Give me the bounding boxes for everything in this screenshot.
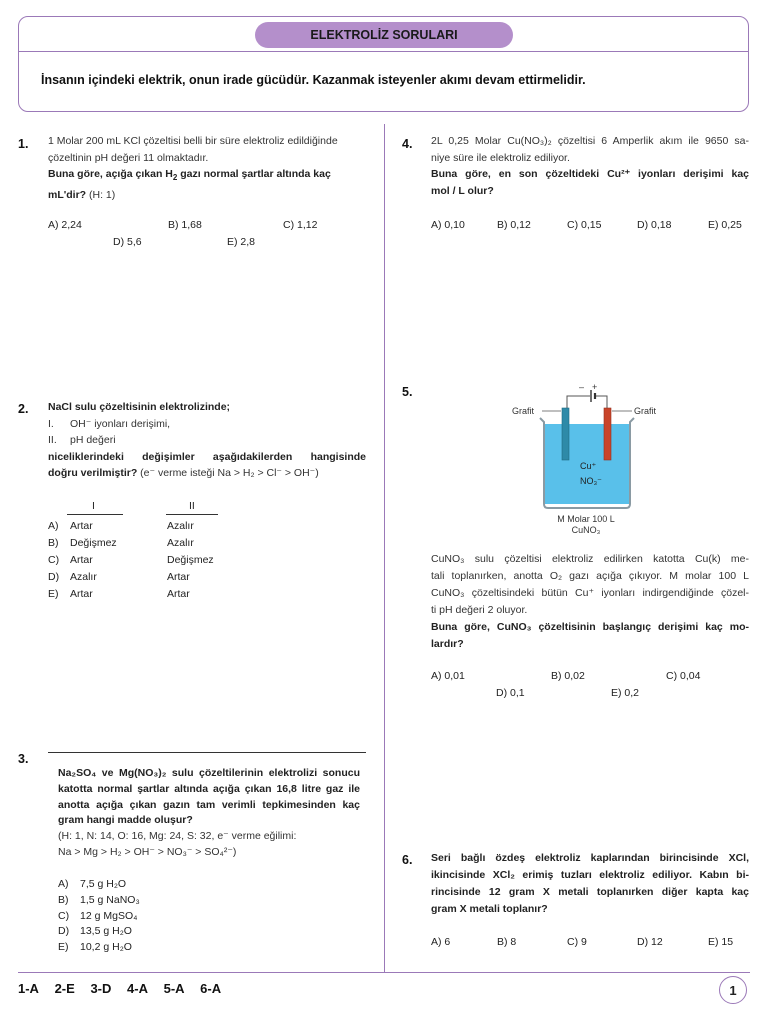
q6-question-line: ikincisinde XCl₂ erimiş tuzları elektroliz ediliyor. Kabın bi- (431, 869, 749, 881)
q5-option-d[interactable]: D) 0,1 (496, 687, 525, 699)
q3-options (58, 877, 140, 956)
plus-sign: + (592, 382, 598, 392)
left-electrode-label: Grafit (512, 406, 535, 416)
q4-option-c[interactable]: C) 0,15 (567, 219, 602, 231)
q2-bold: doğru verilmiştir? (48, 467, 138, 479)
answer-key (18, 981, 233, 996)
answer-key-item: 2-E (54, 981, 75, 996)
q2-option-d[interactable] (48, 568, 214, 585)
q6-option-a[interactable]: A) 6 (431, 936, 451, 948)
q4-question: Buna göre, en son çözeltideki Cu²⁺ iyonları derişimi kaç (431, 168, 749, 180)
answer-key-item: 5-A (163, 981, 185, 996)
q2-letter: E) (48, 587, 59, 600)
q1-text (48, 133, 366, 203)
q5-question: lardır? (431, 638, 464, 650)
q1-subscript: 2 (172, 173, 178, 183)
q3-hint: (H: 1, N: 14, O: 16, Mg: 24, S: 32, e⁻ verme eğilimi: (58, 830, 297, 843)
q5-line: CuNO₃ sulu çözeltisi elektroliz edilirken katotta Cu(k) me- (431, 553, 749, 565)
q2-hint: (e⁻ verme isteği Na > H₂ > Cl⁻ > OH⁻) (137, 467, 319, 479)
q4-option-d[interactable]: D) 0,18 (637, 219, 672, 231)
cathode-electrode (562, 408, 569, 460)
q4-line: 2L 0,25 Molar Cu(NO₃)₂ çözeltisi 6 Amperlik akım ile 9650 sa- (431, 135, 749, 147)
q2-col2-value: Değişmez (167, 553, 214, 566)
q3-option-text: 7,5 g H₂O (80, 878, 127, 890)
q2-option-e[interactable] (48, 585, 214, 602)
motto-text: İnsanın içindeki elektrik, onun irade gücüdür. Kazanmak isteyenler akımı devam ettirmelidir. (41, 73, 586, 87)
q5-option-b[interactable]: B) 0,02 (551, 670, 585, 682)
q5-text (431, 551, 749, 653)
answer-key-item: 1-A (18, 981, 39, 996)
q5-line: ti pH değeri 2 oluyor. (431, 604, 528, 616)
q6-question-line: rincisinde 12 gram X metali toplanırken diğer kapta kaç (431, 886, 749, 898)
q2-col2-value: Azalır (167, 519, 194, 532)
q1-bold-part: Buna göre, açığa çıkan H (48, 168, 173, 180)
q3-number: 3. (18, 752, 29, 766)
q6-option-e[interactable]: E) 15 (708, 936, 734, 948)
q2-item (48, 432, 366, 449)
q2-option-c[interactable] (48, 551, 214, 568)
q1-number: 1. (18, 137, 29, 151)
q4-option-e[interactable]: E) 0,25 (708, 219, 742, 231)
q1-line: çözeltinin pH değeri 11 olmaktadır. (48, 151, 209, 164)
q3-option-d[interactable] (58, 924, 140, 940)
anode-electrode (604, 408, 611, 460)
answer-key-item: 6-A (200, 981, 222, 996)
q2-option-a[interactable] (48, 517, 214, 534)
q4-text (431, 133, 749, 199)
q6-number: 6. (402, 853, 413, 867)
q5-number: 5. (402, 385, 413, 399)
q2-question-line2 (48, 465, 366, 482)
q1-hint: (H: 1) (86, 188, 116, 201)
q4-option-a[interactable]: A) 0,10 (431, 219, 465, 231)
electrolysis-cell-diagram (500, 380, 680, 540)
q3-text (58, 766, 360, 861)
ion-label-cu: Cu⁺ (580, 461, 597, 471)
footer-divider (18, 972, 750, 973)
q6-question-line: Seri bağlı özdeş elektroliz kaplarından birincisinde XCl, (431, 852, 749, 864)
q3-question-line: Na₂SO₄ ve Mg(NO₃)₂ sulu çözeltilerinin elektrolizi sonucu (58, 767, 360, 779)
q2-col2-value: Azalır (167, 536, 194, 549)
right-electrode-label: Grafit (634, 406, 657, 416)
q2-item-text: OH⁻ iyonları derişimi, (70, 417, 171, 430)
q1-option-b[interactable]: B) 1,68 (168, 219, 202, 231)
q3-option-e[interactable] (58, 940, 140, 956)
q3-question-line: anotta açığa çıkan gazın tam verimli tepkimesinden kaç (58, 798, 360, 811)
q2-item-text: pH değeri (70, 434, 116, 446)
page-number: 1 (719, 976, 747, 1004)
q2-title: NaCl sulu çözeltisinin elektrolizinde; (48, 401, 231, 413)
q2-col1-value: Azalır (70, 570, 97, 583)
q2-option-b[interactable] (48, 534, 214, 551)
q5-question: Buna göre, CuNO₃ çözeltisinin başlangıç derişimi kaç mo- (431, 621, 749, 633)
q5-option-a[interactable]: A) 0,01 (431, 670, 465, 682)
q2-col1-value: Değişmez (70, 536, 117, 549)
ion-label-no3: NO₃⁻ (580, 476, 602, 486)
q1-option-a[interactable]: A) 2,24 (48, 219, 82, 231)
q3-top-rule (48, 752, 366, 753)
q3-option-a[interactable] (58, 877, 140, 893)
q4-question: mol / L olur? (431, 184, 494, 197)
q3-letter: C) (58, 909, 70, 922)
answer-key-item: 3-D (90, 981, 112, 996)
q1-bold-part: gazı normal şartlar altında kaç (177, 168, 331, 180)
q6-question-line: gram X metali toplanır? (431, 903, 548, 915)
q2-col-header-2: II (189, 500, 195, 512)
answer-key-item: 4-A (127, 981, 148, 996)
q2-letter: C) (48, 553, 60, 566)
q6-option-c[interactable]: C) 9 (567, 936, 587, 948)
q3-letter: E) (58, 941, 69, 954)
q5-option-c[interactable]: C) 0,04 (666, 670, 701, 682)
q2-col-rule-2 (166, 514, 218, 515)
q1-option-c[interactable]: C) 1,12 (283, 219, 318, 231)
q2-col1-value: Artar (70, 553, 93, 566)
q2-col1-value: Artar (70, 587, 93, 600)
q1-question-line2 (48, 187, 366, 204)
q1-option-e[interactable]: E) 2,8 (227, 236, 256, 248)
q1-option-d[interactable]: D) 5,6 (113, 236, 142, 248)
q2-item (48, 416, 366, 433)
q3-option-text: 13,5 g H₂O (80, 925, 132, 938)
q6-option-d[interactable]: D) 12 (637, 936, 663, 948)
q4-line: niye süre ile elektroliz ediliyor. (431, 151, 570, 164)
header-divider (19, 51, 748, 52)
page-title: ELEKTROLİZ SORULARI (255, 22, 513, 48)
figure-caption-line1: M Molar 100 L (557, 514, 615, 524)
q5-line: CuNO₃ çözeltisindeki bütün Cu⁺ iyonları indirgendiğinde çözel- (431, 587, 749, 599)
minus-sign: – (579, 382, 585, 392)
column-divider (384, 124, 385, 972)
q3-letter: A) (58, 878, 69, 890)
q2-col1-value: Artar (70, 519, 93, 532)
q2-roman: I. (48, 417, 54, 430)
q2-col-rule-1 (67, 514, 123, 515)
q2-col2-value: Artar (167, 570, 190, 583)
q6-option-b[interactable]: B) 8 (497, 936, 517, 948)
q2-number: 2. (18, 402, 29, 416)
wire-left (567, 396, 590, 410)
q3-question-line: katotta normal şartlar altında açığa çıkan 16,8 litre gaz ile (58, 782, 360, 795)
q2-col-header-1: I (92, 500, 95, 512)
q4-number: 4. (402, 137, 413, 151)
q4-option-b[interactable]: B) 0,12 (497, 219, 531, 231)
q3-option-b[interactable] (58, 893, 140, 909)
q1-bold-part: mL'dir? (48, 188, 87, 201)
q2-letter: A) (48, 519, 59, 532)
q3-letter: B) (58, 893, 69, 906)
q2-letter: B) (48, 536, 59, 549)
q1-line: 1 Molar 200 mL KCl çözeltisi belli bir süre elektroliz edildiğinde (48, 135, 338, 147)
q5-option-e[interactable]: E) 0,2 (611, 687, 640, 699)
q3-option-text: 10,2 g H₂O (80, 941, 132, 954)
q1-question (48, 166, 366, 187)
q6-text (431, 850, 749, 918)
header-box (18, 16, 749, 112)
q3-option-c[interactable] (58, 909, 140, 925)
q2-letter: D) (48, 570, 60, 583)
q3-letter: D) (58, 925, 70, 938)
q2-col2-value: Artar (167, 587, 190, 600)
q3-option-text: 1,5 g NaNO₃ (80, 893, 140, 906)
q3-question-line: gram hangi madde oluşur? (58, 814, 193, 827)
q2-options-table (48, 517, 214, 602)
q2-text (48, 399, 366, 482)
q5-line: tali toplanırken, anotta O₂ gazı açığa çıkıyor. M molar 100 L (431, 570, 749, 582)
q2-roman: II. (48, 434, 57, 446)
figure-caption-line2: CuNO₃ (571, 525, 601, 535)
q3-option-text: 12 g MgSO₄ (80, 909, 138, 922)
q3-hint: Na > Mg > H₂ > OH⁻ > NO₃⁻ > SO₄²⁻) (58, 845, 237, 858)
q2-question: niceliklerindeki değişimler aşağıdakilerden hangisinde (48, 450, 366, 463)
